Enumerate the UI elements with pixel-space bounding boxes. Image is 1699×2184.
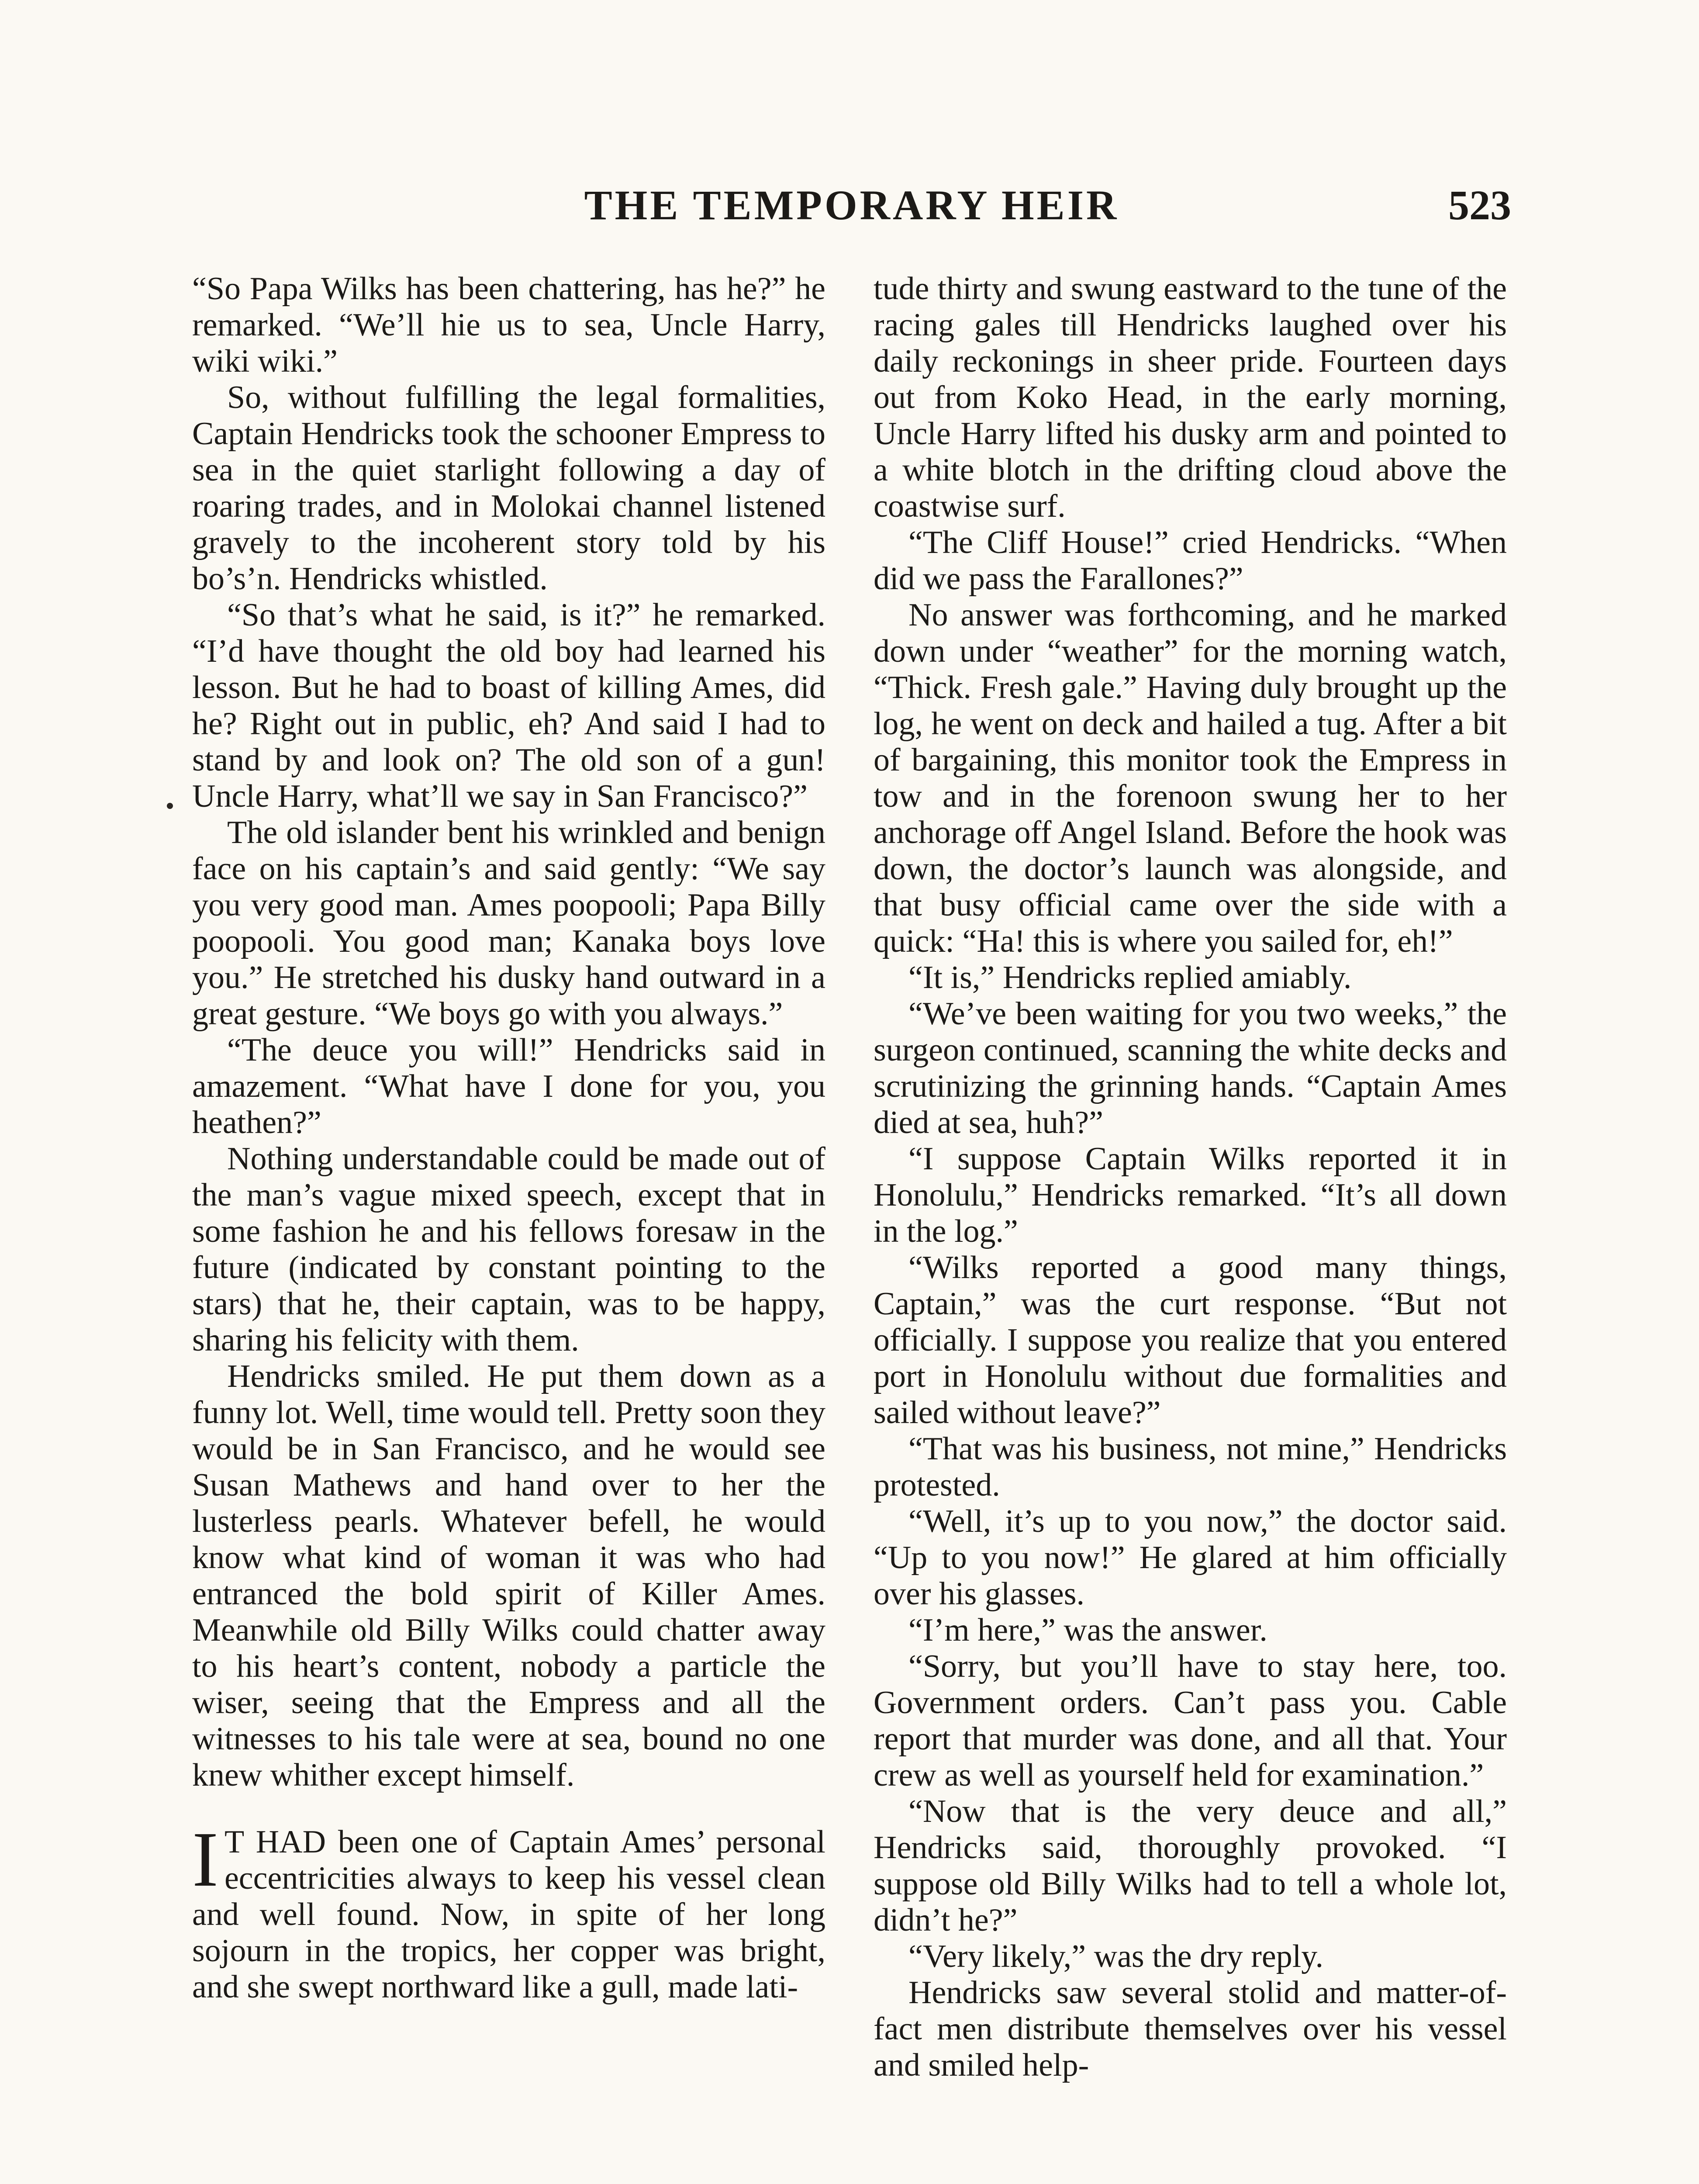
paragraph: “I suppose Captain Wilks reported it in Honolulu,” Hendricks remarked. “It’s all down in the log.” [874,1141,1507,1249]
drop-cap: I [192,1816,218,1903]
stray-ink-dot [167,803,173,809]
page-number: 523 [1448,182,1511,228]
paragraph: “Wilks reported a good many things, Captain,” was the curt response. “But not officially. I suppose you realize that you entered port in Honolulu without due formalities and sailed without leave?” [874,1250,1507,1431]
paragraph: The old islander bent his wrinkled and benign face on his captain’s and said gently: “We say you very good man. Ames poopooli; Papa Billy poopooli. You good man; Kanaka boys love you.” He stretched his dusky hand outward in a great gesture. “We boys go with you always.” [192,815,825,1032]
section-break [192,1794,825,1824]
paragraph: No answer was forthcoming, and he marked down under “weather” for the morning watch, “Thick. Fresh gale.” Having duly brought up the log, he went on deck and hailed a tug. After a bit of bargaining, this monitor took the Empress in tow and in the forenoon swung her to her anchorage off Angel Island. Before the hook was down, the doctor’s launch was alongside, and that busy official came over the side with a quick: “Ha! this is where you sailed for, eh!” [874,597,1507,959]
paragraph: Hendricks saw several stolid and matter-of-fact men distribute themselves over his vessel and smiled help- [874,1975,1507,2083]
section-opening-paragraph [192,1816,825,2005]
paragraph: “I’m here,” was the answer. [908,1612,1267,1648]
right-column [874,271,1507,2084]
paragraph: “Very likely,” was the dry reply. [908,1939,1324,1974]
paragraph: “The Cliff House!” cried Hendricks. “When did we pass the Farallones?” [874,525,1507,597]
paragraph: Hendricks smiled. He put them down as a funny lot. Well, time would tell. Pretty soon they would be in San Francisco, and he would see Susan Mathews and hand over to her the lusterless pearls. Whatever befell, he would know what kind of woman it was who had entranced the bold spirit of Killer Ames. Meanwhile old Billy Wilks could chatter away to his heart’s content, nobody a particle the wiser, seeing that the Empress and all the witnesses to his tale were at sea, bound no one knew whither except himself. [192,1358,825,1793]
paragraph: tude thirty and swung eastward to the tune of the racing gales till Hendricks laughed over his daily reckonings in sheer pride. Fourteen days out from Koko Head, in the early morning, Uncle Harry lifted his dusky arm and pointed to a white blotch in the drifting cloud above the coastwise surf. [874,271,1507,524]
paragraph: “That was his business, not mine,” Hendricks protested. [874,1431,1507,1503]
paragraph: “It is,” Hendricks replied amiably. [908,960,1352,995]
paragraph: So, without fulfilling the legal formalities, Captain Hendricks took the schooner Empress to sea in the quiet starlight following a day of roaring trades, and in Molokai channel listened gravely to the incoherent story told by his bo’s’n. Hendricks whistled. [192,380,825,597]
running-title: THE TEMPORARY HEIR [584,182,1119,228]
paragraph: “So that’s what he said, is it?” he remarked. “I’d have thought the old boy had learned his lesson. But he had to boast of killing Ames, did he? Right out in public, eh? And said I had to stand by and look on? The old son of a gun! Uncle Harry, what’ll we say in San Francisco?” [192,597,825,814]
page-header [192,175,1511,236]
paragraph: “The deuce you will!” Hendricks said in amazement. “What have I done for you, you heathen?” [192,1032,825,1140]
paragraph: Nothing understandable could be made out of the man’s vague mixed speech, except that in some fashion he and his fellows foresaw in the future (indicated by constant pointing to the stars) that he, their captain, was to be happy, sharing his felicity with them. [192,1141,825,1358]
paragraph: “Well, it’s up to you now,” the doctor said. “Up to you now!” He glared at him officially over his glasses. [874,1503,1507,1612]
paragraph: “We’ve been waiting for you two weeks,” the surgeon continued, scanning the white decks and scrutinizing the grinning hands. “Captain Ames died at sea, huh?” [874,996,1507,1140]
left-column [192,271,825,2005]
paragraph: “So Papa Wilks has been chattering, has he?” he remarked. “We’ll hie us to sea, Uncle Harry, wiki wiki.” [192,271,825,379]
section-opening-text: T HAD been one of Captain Ames’ personal eccentricities always to keep his vessel clean and well found. Now, in spite of her long sojourn in the tropics, her copper was bright, and she swept northward like a gull, made lati- [192,1824,825,2005]
paragraph: “Sorry, but you’ll have to stay here, too. Government orders. Can’t pass you. Cable report that murder was done, and all that. Your crew as well as yourself held for examination.” [874,1648,1507,1793]
paragraph: “Now that is the very deuce and all,” Hendricks said, thoroughly provoked. “I suppose old Billy Wilks had to tell a whole lot, didn’t he?” [874,1794,1507,1938]
